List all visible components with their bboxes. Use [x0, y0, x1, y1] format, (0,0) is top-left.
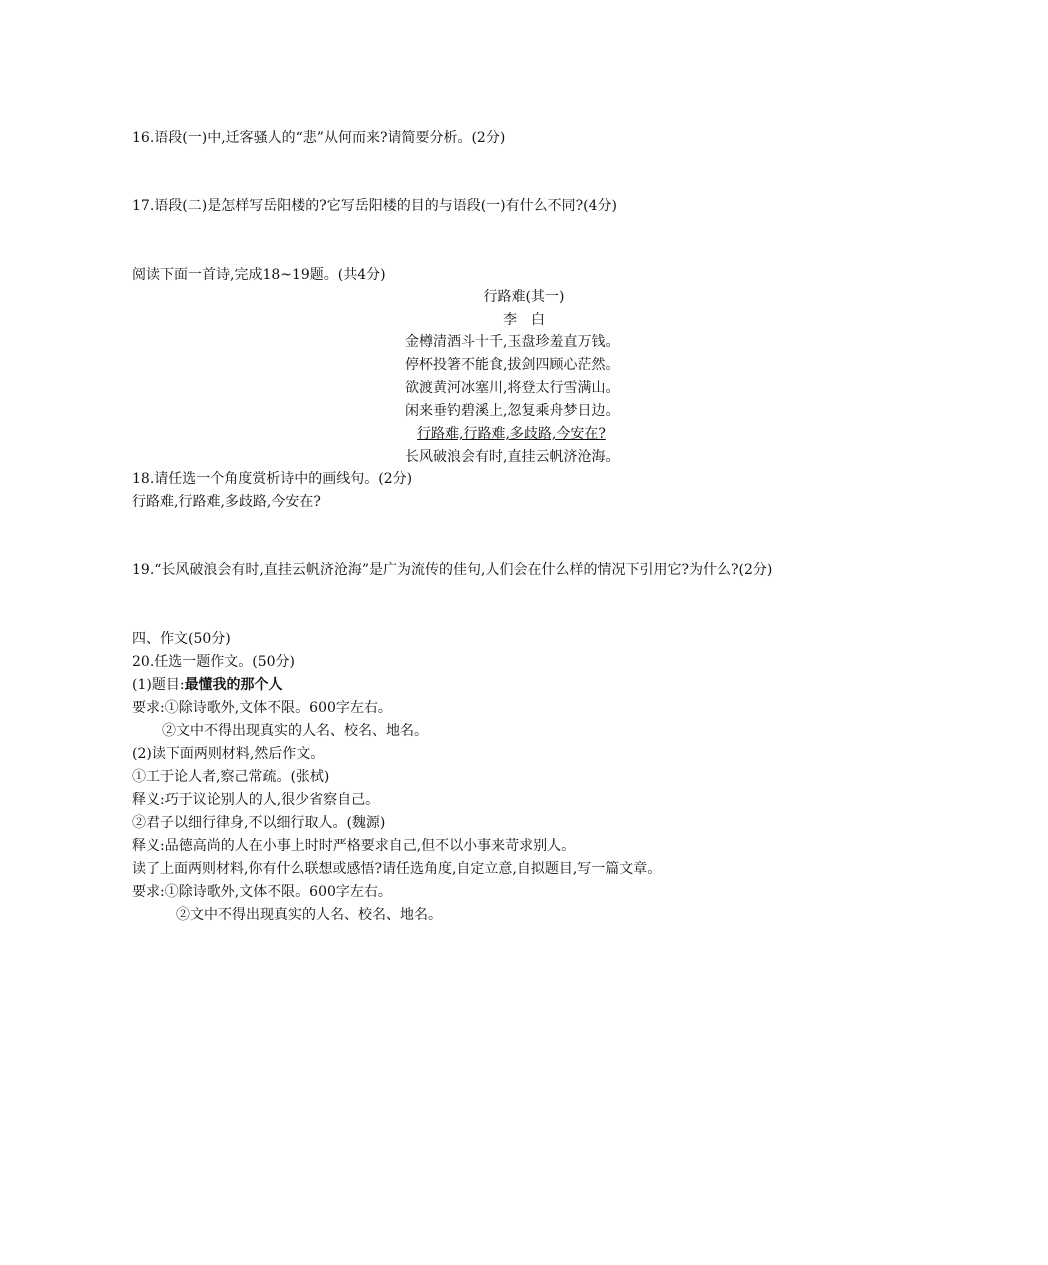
poem-line: 闲来垂钓碧溪上,忽复乘舟梦日边。 — [405, 403, 620, 419]
poem-title: 行路难(其一) — [483, 289, 565, 305]
question-18: 18.请任选一个角度赏析诗中的画线句。(2分) — [132, 471, 413, 487]
material-1: ①工于论人者,察己常疏。(张栻) — [132, 769, 330, 785]
option-2-intro: (2)读下面两则材料,然后作文。 — [132, 746, 325, 762]
question-17: 17.语段(二)是怎样写岳阳楼的?它写岳阳楼的目的与语段(一)有什么不同?(4分) — [132, 198, 617, 214]
option-2-requirement: ②文中不得出现真实的人名、校名、地名。 — [176, 907, 442, 923]
material-2-explanation: 释义:品德高尚的人在小事上时时严格要求自己,但不以小事来苛求别人。 — [132, 838, 576, 854]
question-19: 19.“长风破浪会有时,直挂云帆济沧海”是广为流传的佳句,人们会在什么样的情况下引用它?为什么?(2分) — [132, 562, 773, 578]
section-heading: 四、作文(50分) — [132, 631, 231, 647]
material-1-explanation: 释义:巧于议论别人的人,很少省察自己。 — [132, 792, 380, 808]
poem-line: 长风破浪会有时,直挂云帆济沧海。 — [405, 449, 620, 465]
option-2-task: 读了上面两则材料,你有什么联想或感悟?请任选角度,自定立意,自拟题目,写一篇文章。 — [132, 861, 662, 877]
poem-author: 李 白 — [503, 312, 545, 328]
poem-line: 欲渡黄河冰塞川,将登太行雪满山。 — [405, 380, 620, 396]
option-1-title: 最懂我的那个人 — [184, 677, 283, 693]
poem-instructions: 阅读下面一首诗,完成18~19题。(共4分) — [132, 267, 386, 283]
poem-line-underlined: 行路难,行路难,多歧路,今安在? — [417, 426, 606, 442]
option-1-prefix: (1)题目: — [132, 677, 185, 693]
option-1-requirement: ②文中不得出现真实的人名、校名、地名。 — [162, 723, 428, 739]
poem-line: 停杯投箸不能食,拔剑四顾心茫然。 — [405, 357, 620, 373]
option-1-title-line — [132, 675, 283, 695]
question-16: 16.语段(一)中,迁客骚人的“悲”从何而来?请简要分析。(2分) — [132, 130, 506, 146]
poem-line: 金樽清酒斗十千,玉盘珍羞直万钱。 — [405, 334, 620, 350]
material-2: ②君子以细行律身,不以细行取人。(魏源) — [132, 815, 386, 831]
option-1-requirement: 要求:①除诗歌外,文体不限。600字左右。 — [132, 700, 392, 716]
option-2-requirement: 要求:①除诗歌外,文体不限。600字左右。 — [132, 884, 392, 900]
question-20: 20.任选一题作文。(50分) — [132, 654, 296, 670]
question-18-quote: 行路难,行路难,多歧路,今安在? — [132, 494, 321, 510]
